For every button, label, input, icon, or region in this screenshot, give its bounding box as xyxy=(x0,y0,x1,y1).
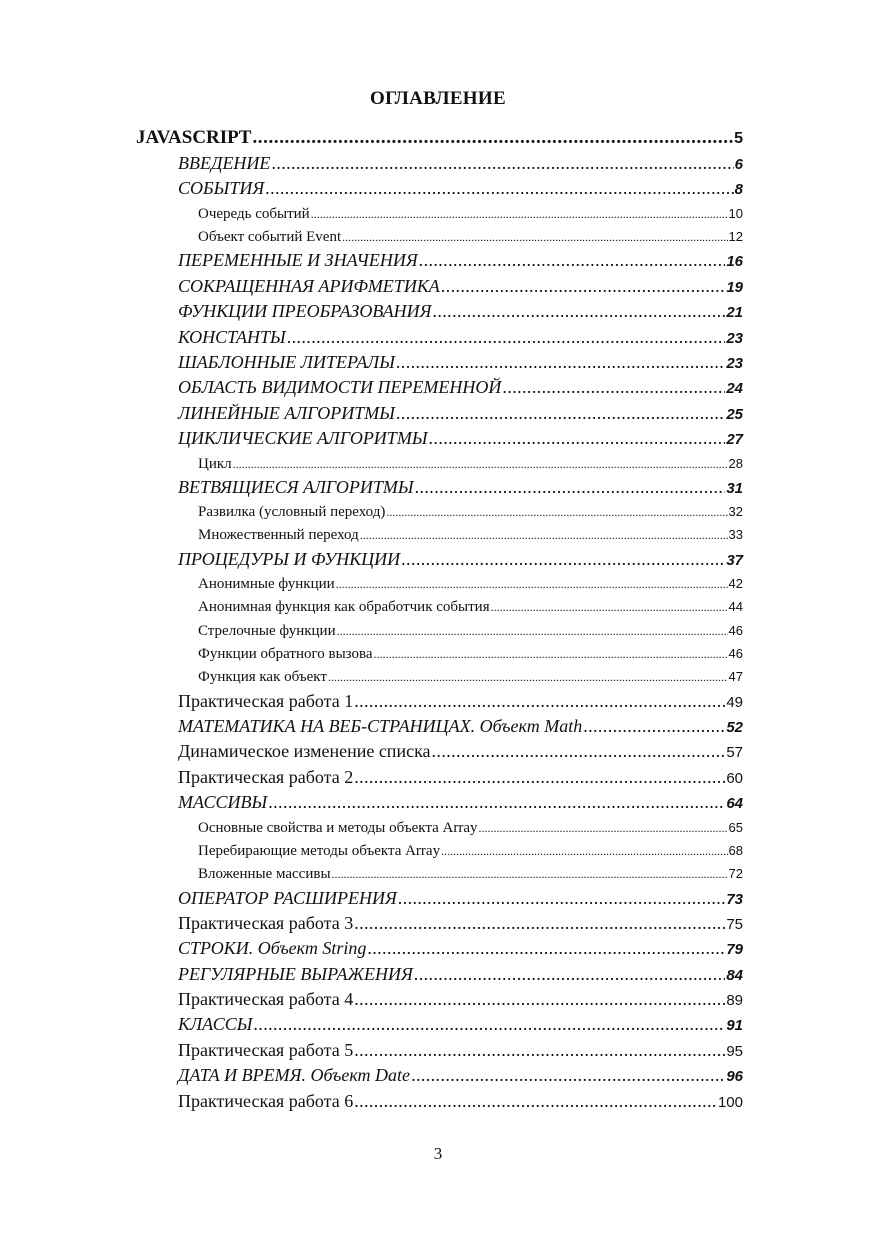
dot-leader xyxy=(252,125,733,151)
dot-leader xyxy=(328,666,728,689)
toc-entry-title: ПЕРЕМЕННЫЕ И ЗНАЧЕНИЯ xyxy=(178,250,418,271)
dot-leader xyxy=(265,176,733,201)
toc-entry-page-number: 33 xyxy=(728,527,743,543)
toc-entry-title: Стрелочные функции xyxy=(198,622,336,639)
toc-entry-page-number: 23 xyxy=(726,329,743,347)
toc-entry-page-number: 32 xyxy=(728,504,743,520)
toc-entry-page-number: 5 xyxy=(734,130,743,147)
toc-entry[interactable] xyxy=(136,299,743,324)
dot-leader xyxy=(432,739,726,764)
dot-leader xyxy=(271,151,733,176)
toc-entry-page-number: 89 xyxy=(726,992,743,1010)
toc-entry-title: Практическая работа 6 xyxy=(178,1090,354,1111)
toc-entry[interactable] xyxy=(136,426,743,451)
dot-leader xyxy=(502,375,725,400)
toc-entry-title: МАТЕМАТИКА НА ВЕБ-СТРАНИЦАХ. Объект Math xyxy=(178,716,583,737)
toc-entry[interactable] xyxy=(136,375,743,400)
toc-entry-page-number: 57 xyxy=(726,744,743,762)
toc-entry-title: ПРОЦЕДУРЫ И ФУНКЦИИ xyxy=(178,548,401,569)
toc-entry[interactable] xyxy=(136,595,743,618)
toc-entry-page-number: 65 xyxy=(728,819,743,835)
toc-entry-page-number: 52 xyxy=(726,719,743,737)
toc-entry-page-number: 46 xyxy=(728,646,743,662)
toc-entry-page-number: 25 xyxy=(726,405,743,423)
dot-leader xyxy=(253,1012,725,1037)
dot-leader xyxy=(354,911,725,936)
toc-entry[interactable] xyxy=(136,125,743,151)
toc-entry-title: Перебирающие методы объекта Array xyxy=(198,842,441,859)
toc-entry-page-number: 95 xyxy=(726,1042,743,1060)
dot-leader xyxy=(336,573,728,596)
toc-entry-page-number: 84 xyxy=(726,966,743,984)
dot-leader xyxy=(374,643,728,666)
toc-entry-title: ВВЕДЕНИЕ xyxy=(178,153,271,173)
toc-entry-title: Практическая работа 4 xyxy=(178,989,354,1010)
toc-entry-page-number: 72 xyxy=(728,866,743,882)
toc-entry-page-number: 23 xyxy=(726,354,743,372)
toc-entry[interactable] xyxy=(136,350,743,375)
toc-entry[interactable] xyxy=(136,176,743,201)
dot-leader xyxy=(354,765,725,790)
toc-entry-title: СТРОКИ. Объект String xyxy=(178,938,367,959)
toc-entry-title: ЦИКЛИЧЕСКИЕ АЛГОРИТМЫ xyxy=(178,428,428,449)
toc-entry[interactable] xyxy=(136,816,743,839)
toc-entry-title: ФУНКЦИИ ПРЕОБРАЗОВАНИЯ xyxy=(178,301,432,322)
toc-entry-page-number: 28 xyxy=(728,455,743,471)
toc-entry-title: Анонимная функция как обработчик события xyxy=(198,599,490,616)
toc-entry-title: Очередь событий xyxy=(198,205,310,222)
dot-leader xyxy=(396,350,725,375)
toc-entry[interactable] xyxy=(136,401,743,426)
toc-entry-page-number: 64 xyxy=(726,795,743,813)
toc-entry-page-number: 16 xyxy=(726,253,743,271)
dot-leader xyxy=(287,325,726,350)
toc-entry-title: Практическая работа 2 xyxy=(178,766,354,787)
toc-entry-title: Практическая работа 1 xyxy=(178,690,354,711)
toc-entry[interactable] xyxy=(136,839,743,862)
toc-entry-page-number: 46 xyxy=(728,622,743,638)
toc-entry[interactable] xyxy=(136,665,743,688)
toc-entry-page-number: 12 xyxy=(728,229,743,245)
toc-entry[interactable] xyxy=(136,642,743,665)
toc-entry[interactable] xyxy=(136,689,743,714)
toc-entry[interactable] xyxy=(136,790,743,815)
dot-leader xyxy=(342,226,727,249)
dot-leader xyxy=(583,714,725,739)
toc-entry-page-number: 37 xyxy=(726,551,743,569)
toc-entry-title: КОНСТАНТЫ xyxy=(178,326,286,347)
toc-entry-page-number: 100 xyxy=(717,1093,743,1111)
toc-entry[interactable] xyxy=(136,452,743,475)
dot-leader xyxy=(441,274,726,299)
toc-entry-title: Функции обратного вызова xyxy=(198,646,373,663)
toc-entry-title: Динамическое изменение списка xyxy=(178,741,431,762)
dot-leader xyxy=(332,863,728,886)
toc-entry-page-number: 21 xyxy=(726,304,743,322)
dot-leader xyxy=(432,299,725,324)
dot-leader xyxy=(386,501,727,524)
toc-entry-page-number: 8 xyxy=(734,181,743,199)
toc-entry-title: Основные свойства и методы объекта Array xyxy=(198,819,478,836)
toc-entry[interactable] xyxy=(136,225,743,248)
toc-entry-page-number: 6 xyxy=(734,156,743,173)
toc-entry[interactable] xyxy=(136,1038,743,1063)
dot-leader xyxy=(354,987,725,1012)
toc-entry-title: Множественный переход xyxy=(198,527,359,544)
toc-entry-page-number: 75 xyxy=(726,915,743,933)
toc-entry-page-number: 73 xyxy=(726,890,743,908)
toc-entry-title: МАССИВЫ xyxy=(178,792,268,813)
toc-entry[interactable] xyxy=(136,151,743,176)
toc-entry-title: Практическая работа 5 xyxy=(178,1039,354,1060)
toc-entry-title: ШАБЛОННЫЕ ЛИТЕРАЛЫ xyxy=(178,351,395,372)
dot-leader xyxy=(354,689,725,714)
toc-entry[interactable] xyxy=(136,500,743,523)
toc-entry-title: Функция как объект xyxy=(198,669,327,686)
toc-entry[interactable] xyxy=(136,1089,743,1114)
toc-entry[interactable] xyxy=(136,202,743,225)
dot-leader xyxy=(398,886,726,911)
toc-entry-page-number: 31 xyxy=(726,479,743,497)
toc-entry-title: Цикл xyxy=(198,455,232,472)
toc-entry[interactable] xyxy=(136,862,743,885)
dot-leader xyxy=(491,596,728,619)
toc-entry-page-number: 68 xyxy=(728,842,743,858)
dot-leader xyxy=(367,936,725,961)
dot-leader xyxy=(268,790,725,815)
toc-entry-title: ВЕТВЯЩИЕСЯ АЛГОРИТМЫ xyxy=(178,476,414,497)
toc-entry[interactable] xyxy=(136,739,743,764)
toc-entry[interactable] xyxy=(136,1012,743,1037)
dot-leader xyxy=(401,547,725,572)
toc-entry[interactable] xyxy=(136,714,743,739)
dot-leader xyxy=(360,524,728,547)
toc-entry-page-number: 49 xyxy=(726,693,743,711)
dot-leader xyxy=(441,840,727,863)
toc-entry-title: Вложенные массивы xyxy=(198,866,331,883)
dot-leader xyxy=(337,620,728,643)
toc-entry-title: РЕГУЛЯРНЫЕ ВЫРАЖЕНИЯ xyxy=(178,963,413,984)
dot-leader xyxy=(419,248,726,273)
toc-entry-title: JAVASCRIPT xyxy=(136,127,252,148)
toc-entry-page-number: 27 xyxy=(726,431,743,449)
toc-entry[interactable] xyxy=(136,765,743,790)
dot-leader xyxy=(354,1038,725,1063)
toc-entry[interactable] xyxy=(136,911,743,936)
dot-leader xyxy=(411,1063,725,1088)
dot-leader xyxy=(479,817,728,840)
toc-entry-page-number: 47 xyxy=(728,669,743,685)
toc-entry-title: СОКРАЩЕННАЯ АРИФМЕТИКА xyxy=(178,275,440,296)
page-title: ОГЛАВЛЕНИЕ xyxy=(370,88,506,109)
toc-entry[interactable] xyxy=(136,248,743,273)
toc-entry-page-number: 91 xyxy=(726,1017,743,1035)
dot-leader xyxy=(414,962,726,987)
toc-entry-page-number: 96 xyxy=(726,1068,743,1086)
toc-entry-page-number: 42 xyxy=(728,576,743,592)
table-of-contents xyxy=(136,125,743,1114)
toc-entry-page-number: 19 xyxy=(726,278,743,296)
toc-entry[interactable] xyxy=(136,987,743,1012)
toc-entry-page-number: 10 xyxy=(728,205,743,221)
toc-entry[interactable] xyxy=(136,572,743,595)
dot-leader xyxy=(396,401,725,426)
toc-entry-title: Объект событий Event xyxy=(198,229,342,246)
toc-entry[interactable] xyxy=(136,274,743,299)
toc-entry[interactable] xyxy=(136,886,743,911)
page-number: 3 xyxy=(433,1144,443,1163)
toc-entry-title: ДАТА И ВРЕМЯ. Объект Date xyxy=(178,1065,411,1086)
toc-entry[interactable] xyxy=(136,547,743,572)
dot-leader xyxy=(429,426,726,451)
toc-entry[interactable] xyxy=(136,1063,743,1088)
toc-entry[interactable] xyxy=(136,619,743,642)
toc-entry-title: Развилка (условный переход) xyxy=(198,504,386,521)
toc-entry-title: СОБЫТИЯ xyxy=(178,178,265,199)
toc-entry-title: ОПЕРАТОР РАСШИРЕНИЯ xyxy=(178,887,397,908)
dot-leader xyxy=(354,1089,717,1114)
toc-entry-page-number: 60 xyxy=(726,769,743,787)
toc-entry-title: Анонимные функции xyxy=(198,576,335,593)
toc-entry-title: ОБЛАСТЬ ВИДИМОСТИ ПЕРЕМЕННОЙ xyxy=(178,377,502,398)
toc-entry-page-number: 79 xyxy=(726,941,743,959)
toc-entry[interactable] xyxy=(136,475,743,500)
toc-entry-page-number: 24 xyxy=(726,380,743,398)
toc-entry[interactable] xyxy=(136,523,743,546)
dot-leader xyxy=(233,453,728,476)
toc-entry-title: ЛИНЕЙНЫЕ АЛГОРИТМЫ xyxy=(178,402,395,423)
toc-entry-title: КЛАССЫ xyxy=(178,1014,253,1035)
dot-leader xyxy=(311,203,728,226)
toc-entry[interactable] xyxy=(136,936,743,961)
toc-entry-page-number: 44 xyxy=(728,599,743,615)
toc-entry-title: Практическая работа 3 xyxy=(178,912,354,933)
dot-leader xyxy=(415,475,726,500)
toc-entry[interactable] xyxy=(136,962,743,987)
toc-entry[interactable] xyxy=(136,325,743,350)
